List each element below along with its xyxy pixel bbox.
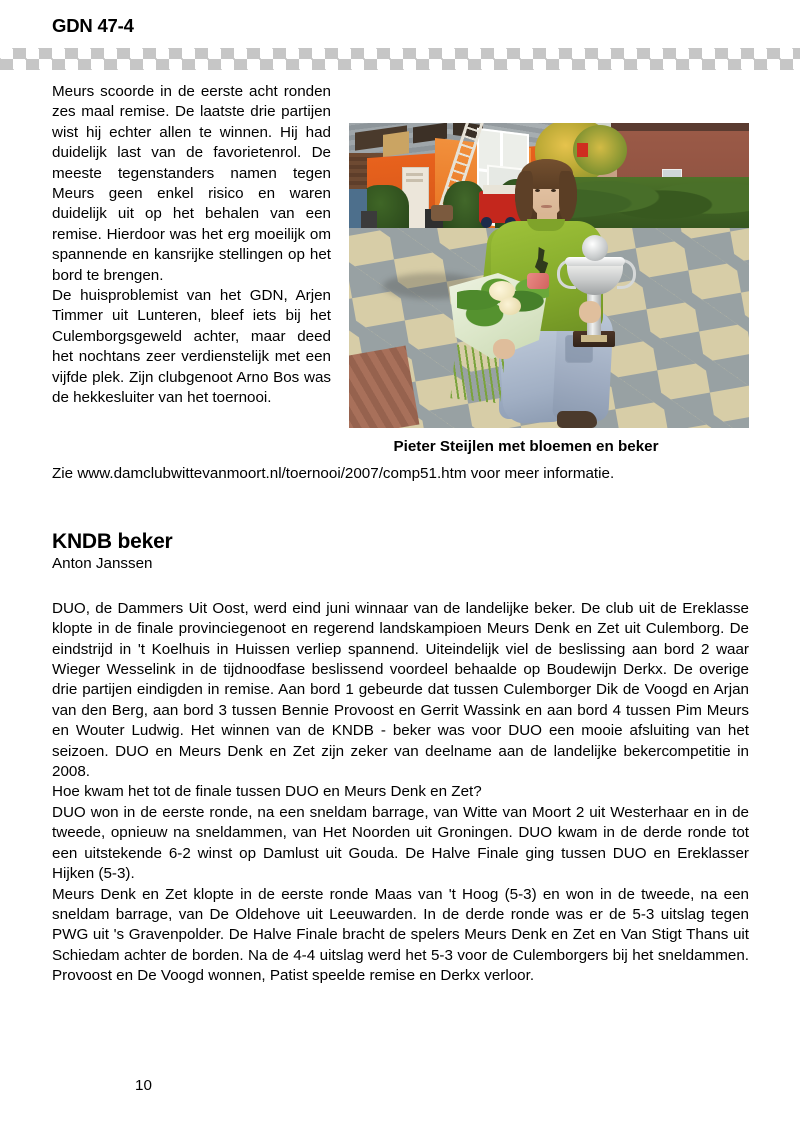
running-head: GDN 47-4 — [52, 15, 134, 36]
section-paragraph: Hoe kwam het tot de finale tussen DUO en Meurs Denk en Zet? — [52, 783, 482, 801]
section-paragraph: Meurs Denk en Zet klopte in de eerste ronde Maas van 't Hoog (5-3) en won in de tweede, na een sneldam barrage, van De Oldehove uit Leeuwarden. In de derde ronde was er de 5-3 uitslag tegen PWG uit 's Gravenpolder. De Halve Finale bracht de spelers Meurs Denk en Zet en Van Stigt Thans uit Schiedam achter de borden. Na de 4-4 uitslag werd het 5-3 voor de Culemborgers bij het sneldammen. Provoost en De Voogd wonnen, Patist speelde remise en Derkx verloor. — [52, 885, 749, 985]
content-column — [52, 82, 749, 987]
photo-person-hand-left — [493, 339, 515, 359]
photo-person-hair — [559, 171, 577, 221]
photo-person-hand-right — [579, 301, 601, 323]
photo-caption: Pieter Steijlen met bloemen en beker — [393, 438, 659, 455]
section-paragraph: DUO won in de eerste ronde, na een sneldam barrage, van Witte van Moort 2 uit Westerhaar en in de tweede, opnieuw na sneldammen, van Het Noorden uit Groningen. DUO kwam in de derde ronde tot een uitstekende 6-2 winst op Damlust uit Gouda. De Halve Finale ging tussen DUO en Ereklasser Hijken (5-3). — [52, 803, 749, 883]
photo-trophy-finial — [582, 235, 608, 261]
photo-person — [349, 123, 749, 428]
intro-paragraph-2: De huisproblemist van het GDN, Arjen Timmer uit Lunteren, bleef iets bij het Culemborgsgeweld achter, maar deed het nochtans zeer verdienstelijk met een vijfde plek. Zijn clubgenoot Arno Bos was de hekkesluiter van het toernooi. — [52, 287, 331, 407]
photo-bouquet-flower — [499, 297, 521, 315]
photo-person-hair — [515, 171, 533, 223]
section-author: Anton Janssen — [52, 555, 153, 573]
photo-person-eye — [551, 189, 556, 192]
photo-bouquet-card — [527, 273, 549, 289]
photo-person-collar — [527, 219, 565, 231]
checkerboard-band-icon — [0, 48, 800, 70]
photo-trophy-plate — [581, 335, 607, 342]
reference-line: Zie www.damclubwittevanmoort.nl/toernooi/2007/comp51.htm voor meer informatie. — [52, 465, 615, 482]
section-title: KNDB beker — [52, 530, 173, 554]
photo-figure — [349, 123, 749, 428]
photo-image — [349, 123, 749, 428]
photo-person-eye — [535, 189, 540, 192]
intro-paragraph-1: Meurs scoorde in de eerste acht ronden zes maal remise. De laatste drie partijen wist hij echter allen te winnen. Hij had duidelijk last van de favorietenrol. De meeste tegenstanders namen tegen Meurs geen enkel risico en waren duidelijk uit op het behalen van een remise. Hierdoor was het erg moeilijk om spannende en kansrijke stellingen op het bord te brengen. — [52, 83, 331, 284]
section-paragraph: DUO, de Dammers Uit Oost, werd eind juni winnaar van de landelijke beker. De club uit de Ereklasse klopte in de finale provinciegenoot en regerend landskampioen Meurs Denk en Zet uit Culemborg. De eindstrijd in 't Koelhuis in Huissen verliep spannend. Uiteindelijk viel de beslissing aan bord 2 waar Wieger Wesselink in de tijdnoodfase beslissend voordeel behaalde op Boudewijn Derkx. De overige drie partijen eindigden in remise. Aan bord 1 gebeurde dat tussen Culemborger Dik de Voogd en Arjan van den Berg, aan bord 3 tussen Bennie Provoost en Gerrit Wassink en aan bord 4 tussen Pim Meurs en Wouter Ludwig. Het winnen van de KNDB - beker was voor DUO een mooie afsluiting van het seizoen. DUO en Meurs Denk en Zet zijn zeker van deelname aan de landelijke bekercompetitie in 2008. — [52, 599, 749, 781]
photo-person-shoe — [557, 411, 597, 428]
photo-person-mouth — [541, 205, 552, 208]
page-number: 10 — [135, 1077, 152, 1094]
